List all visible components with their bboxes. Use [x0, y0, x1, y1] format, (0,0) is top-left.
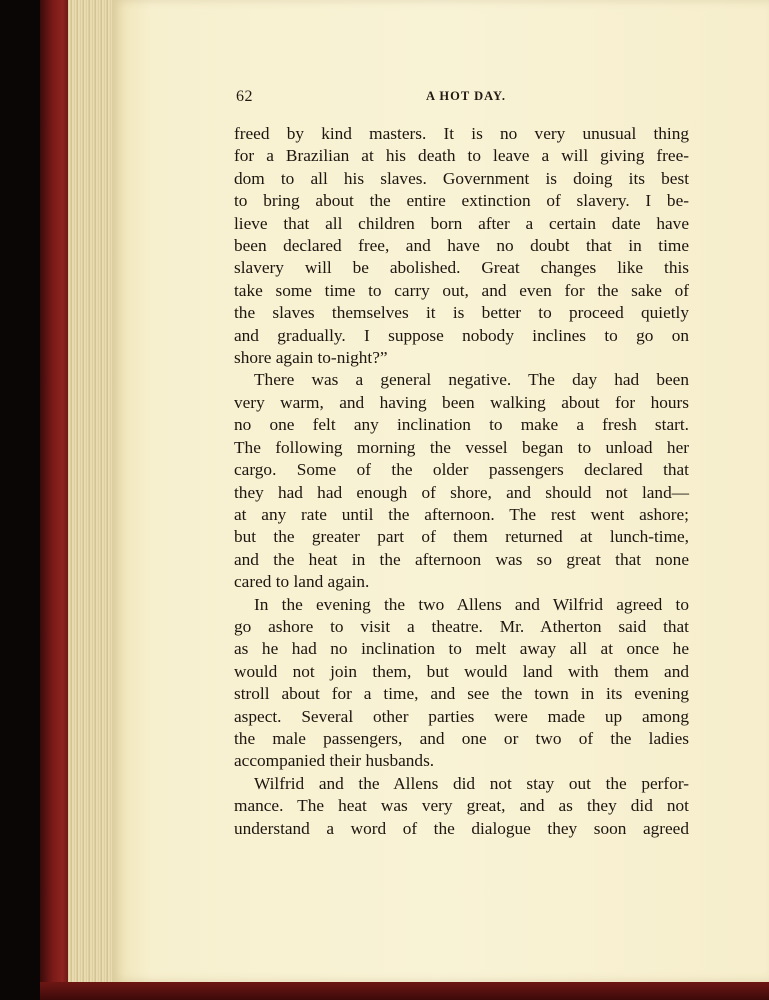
text-line: The following morning the vessel began to unload her: [234, 437, 689, 457]
paragraph: [234, 369, 689, 593]
text-line: In the evening the two Allens and Wilfrid agreed to: [254, 594, 689, 614]
text-line: dom to all his slaves. Government is doing its best: [234, 168, 689, 188]
text-line: Wilfrid and the Allens did not stay out the perfor-: [254, 773, 689, 793]
text-line: for a Brazilian at his death to leave a will giving free-: [234, 146, 689, 166]
text-line: lieve that all children born after a certain date have: [234, 213, 689, 233]
text-line: cared to land again.: [234, 572, 370, 592]
text-line: very warm, and having been walking about for hours: [234, 392, 689, 412]
page-number: 62: [236, 88, 253, 105]
text-line: they had had enough of shore, and should not land—: [234, 482, 689, 502]
body-text: [234, 123, 689, 840]
text-line: at any rate until the afternoon. The rest went ashore;: [234, 504, 689, 524]
text-line: but the greater part of them returned at lunch-time,: [234, 527, 689, 547]
page-edges: [68, 0, 118, 985]
text-line: the slaves themselves it is better to proceed quietly: [234, 303, 689, 323]
text-line: been declared free, and have no doubt that in time: [234, 236, 689, 256]
text-line: mance. The heat was very great, and as they did not: [234, 796, 689, 816]
text-line: no one felt any inclination to make a fresh start.: [234, 415, 689, 435]
paragraph: [234, 594, 689, 773]
text-line: would not join them, but would land with them and: [234, 661, 689, 681]
text-line: the male passengers, and one or two of the ladies: [234, 728, 689, 748]
text-line: and gradually. I suppose nobody inclines to go on: [234, 325, 689, 345]
page-header: [236, 88, 688, 112]
text-line: take some time to carry out, and even for the sake of: [234, 280, 689, 300]
text-line: as he had no inclination to melt away all at once he: [234, 639, 689, 659]
running-title: A HOT DAY.: [425, 89, 507, 103]
text-line: slavery will be abolished. Great changes like this: [234, 258, 689, 278]
text-line: understand a word of the dialogue they soon agreed: [234, 818, 689, 838]
paragraph: [234, 773, 689, 840]
text-line: to bring about the entire extinction of slavery. I be-: [234, 191, 689, 211]
text-line: aspect. Several other parties were made up among: [234, 706, 689, 726]
text-line: cargo. Some of the older passengers declared that: [234, 460, 689, 480]
text-line: and the heat in the afternoon was so great that none: [234, 549, 689, 569]
text-line: freed by kind masters. It is no very unusual thing: [234, 124, 689, 143]
text-line: shore again to-night?”: [234, 348, 388, 368]
text-line: stroll about for a time, and see the town in its evening: [234, 684, 689, 704]
text-line: accompanied their husbands.: [234, 751, 435, 771]
cover-edge: [40, 982, 769, 1000]
text-line: There was a general negative. The day had been: [254, 370, 689, 390]
text-line: go ashore to visit a theatre. Mr. Atherton said that: [234, 616, 689, 636]
paragraph: [234, 123, 689, 369]
